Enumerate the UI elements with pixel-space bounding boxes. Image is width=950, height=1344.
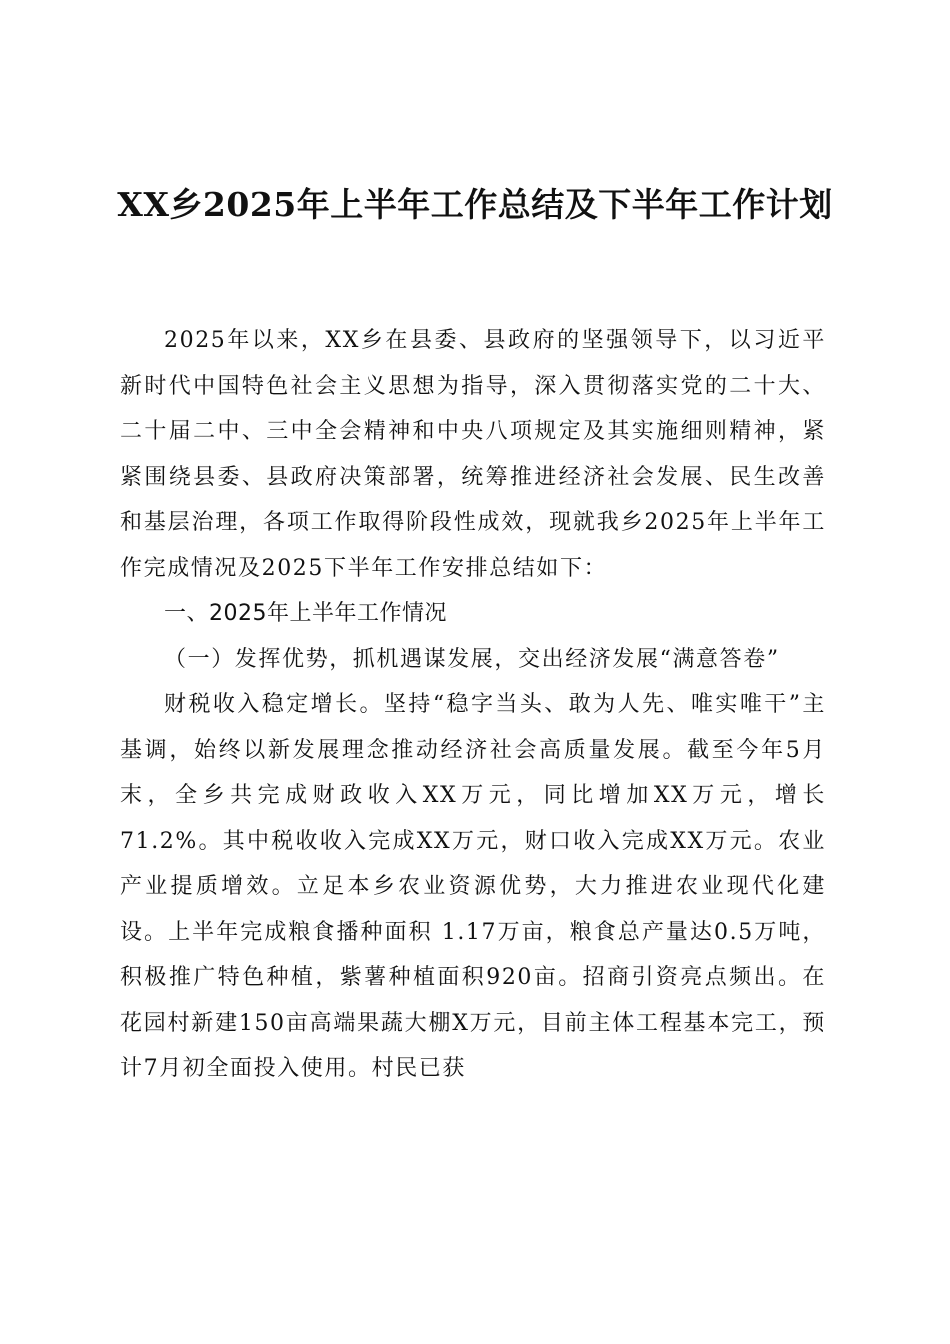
document-title: XX乡2025年上半年工作总结及下半年工作计划: [117, 185, 833, 224]
section-heading: 一、2025年上半年工作情况: [164, 601, 447, 626]
document-body: [120, 318, 826, 1092]
subsection-heading: （一）发挥优势，抓机遇谋发展，交出经济发展“满意答卷”: [164, 646, 780, 672]
intro-paragraph: 2025年以来，XX乡在县委、县政府的坚强领导下，以习近平新时代中国特色社会主义思想为指导，深入贯彻落实党的二十大、二十届二中、三中全会精神和中央八项规定及其实施细则精神，紧紧围绕县委、县政府决策部署，统筹推进经济社会发展、民生改善和基层治理，各项工作取得阶段性成效，现就我乡2025年上半年工作完成情况及2025下半年工作安排总结如下：: [120, 328, 826, 581]
subsection-paragraph: 财税收入稳定增长。坚持“稳字当头、敢为人先、唯实唯干”主基调，始终以新发展理念推动经济社会高质量发展。截至今年5月末，全乡共完成财政收入XX万元，同比增加XX万元，增长71.2%。其中税收收入完成XX万元，财口收入完成XX万元。农业产业提质增效。立足本乡农业资源优势，大力推进农业现代化建设。上半年完成粮食播种面积 1.17万亩，粮食总产量达0.5万吨，积极推广特色种植，紫薯种植面积920亩。招商引资亮点频出。在花园村新建150亩高端果蔬大棚X万元，目前主体工程基本完工，预计7月初全面投入使用。村民已获: [120, 692, 826, 1081]
